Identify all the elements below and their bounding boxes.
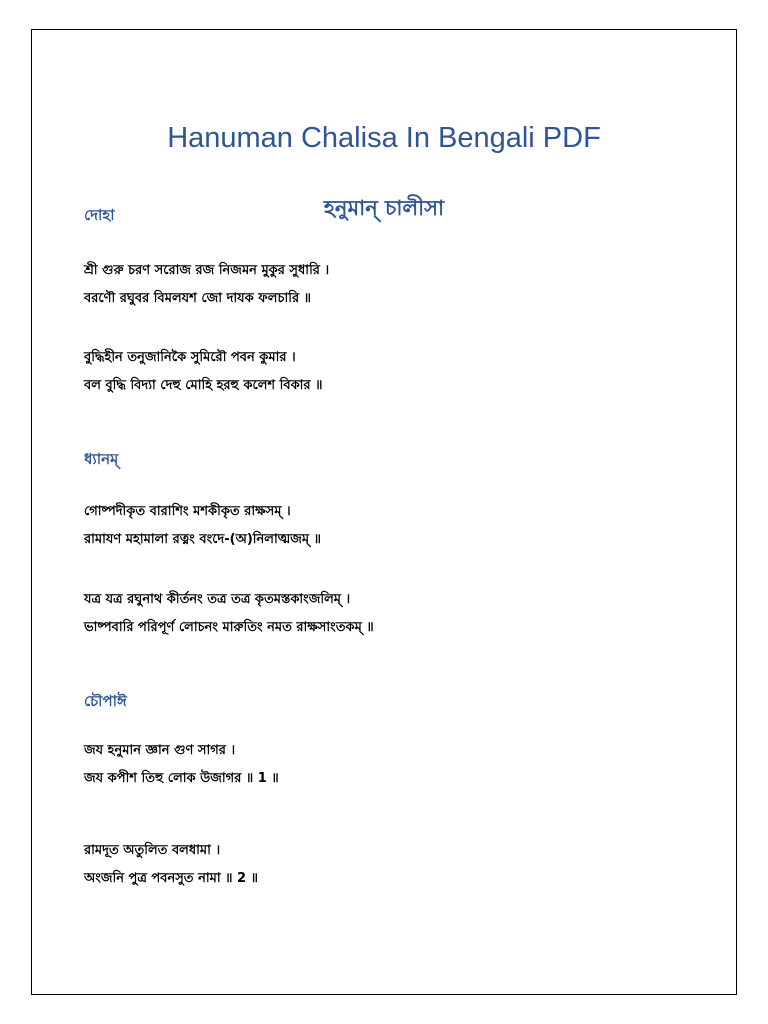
verse-chaupai-2: [84, 837, 258, 893]
verse-line: গোষ্পদীকৃত বারাশিং মশকীকৃত রাক্ষসম্ ।: [84, 504, 291, 519]
verse-line: বুদ্ধিহীন তনুজানিকৈ সুমিরৌ পবন কুমার ।: [84, 350, 296, 365]
verse-line: বরণৌ রঘুবর বিমলযশ জো দাযক ফলচারি ॥: [84, 291, 312, 306]
verse-line: রামদূত অতুলিত বলধামা ।: [84, 843, 221, 858]
verse-line: জয হনুমান জ্ঞান গুণ সাগর ।: [84, 743, 236, 758]
verse-doha-1: [84, 257, 329, 313]
verse-line: বল বুদ্ধি বিদ্যা দেহু মোহি হরহু কলেশ বিকার ॥: [84, 378, 323, 393]
verse-line: রামাযণ মহামালা রত্নং বংদে-(অ)নিলাত্মজম্ ॥: [84, 532, 321, 547]
verse-line: অংজনি পুত্র পবনসুত নামা ॥ 2 ॥: [84, 871, 258, 886]
section-heading-chaupai: চৌপাঈ: [84, 692, 127, 710]
document-title: Hanuman Chalisa In Bengali PDF: [167, 122, 601, 154]
verse-line: যত্র যত্র রঘুনাথ কীর্তনং তত্র তত্র কৃতমস্তকাংজলিম্ ।: [84, 592, 351, 607]
document-page: [31, 29, 737, 995]
verse-dhyanam-2: [84, 586, 374, 642]
chalisa-title: হনুমান্ চালীসা: [323, 196, 445, 220]
verse-line: ভাষ্পবারি পরিপূর্ণ লোচনং মারুতিং নমত রাক্ষসাংতকম্ ॥: [84, 620, 374, 635]
verse-chaupai-1: [84, 737, 279, 793]
section-heading-dhyanam: ধ্যানম্: [84, 450, 119, 468]
verse-line: জয কপীশ তিহু লোক উজাগর ॥ 1 ॥: [84, 771, 279, 786]
verse-doha-2: [84, 344, 322, 400]
section-heading-doha: দোহা: [84, 206, 115, 224]
verse-line: শ্রী গুরু চরণ সরোজ রজ নিজমন মুকুর সুধারি ।: [84, 263, 330, 278]
verse-dhyanam-1: [84, 498, 321, 554]
